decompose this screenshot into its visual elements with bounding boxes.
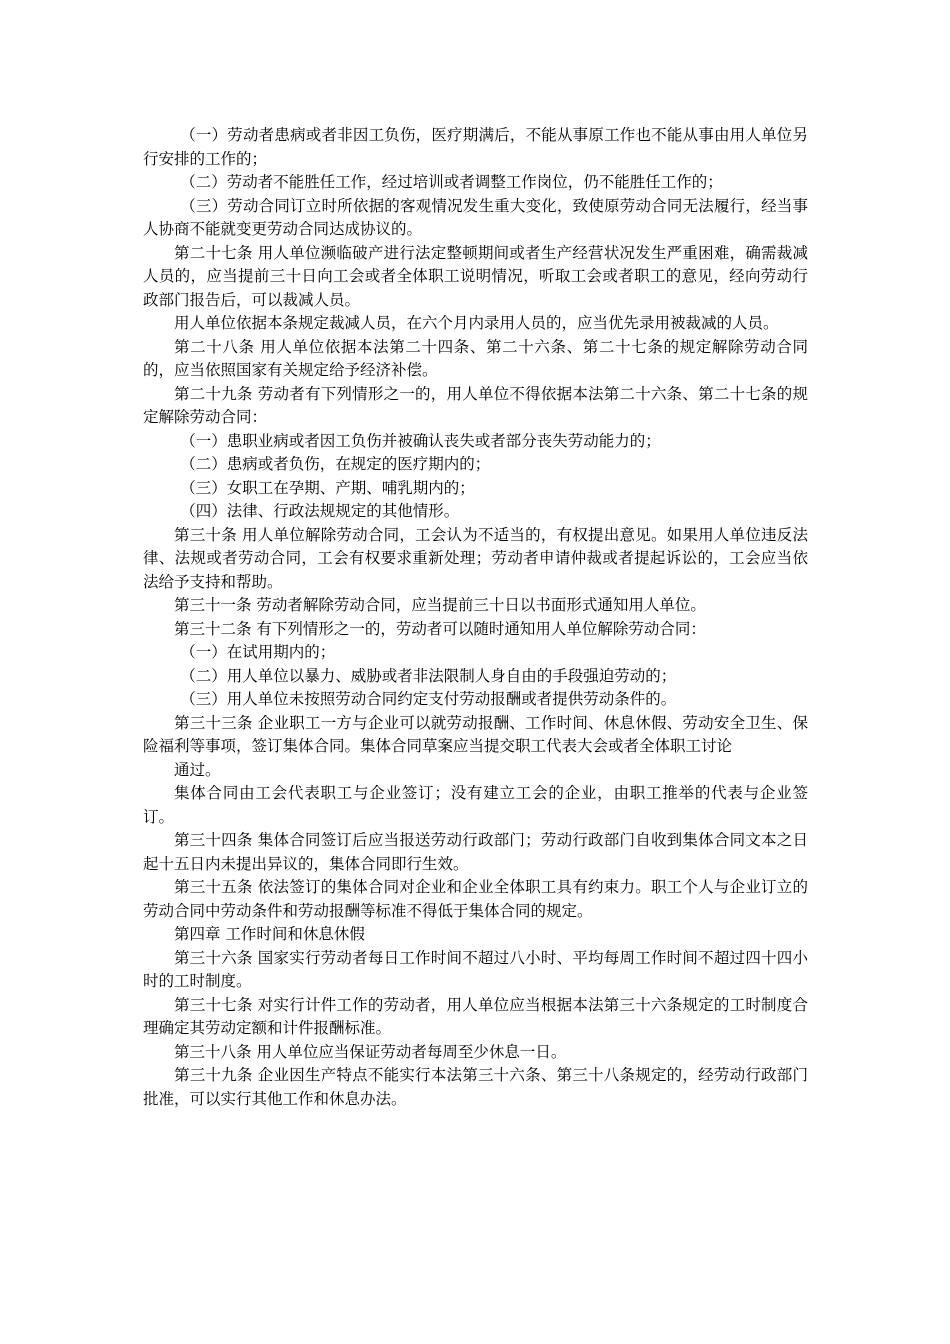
clause-item: （一）患职业病或者因工负伤并被确认丧失或者部分丧失劳动能力的； [180, 431, 661, 450]
article-paragraph: 第三十三条 企业职工一方与企业可以就劳动报酬、工作时间、休息休假、劳动安全卫生、保险福利等事项，签订集体合同。集体合同草案应当提交职工代表大会或者全体职工讨论 [143, 713, 808, 755]
article-paragraph: 第三十二条 有下列情形之一的，劳动者可以随时通知用人单位解除劳动合同： [174, 619, 706, 638]
article-paragraph: 第三十九条 企业因生产特点不能实行本法第三十六条、第三十八条规定的，经劳动行政部门批准，可以实行其他工作和休息办法。 [143, 1066, 808, 1108]
article-paragraph: 第三十七条 对实行计件工作的劳动者，用人单位应当根据本法第三十六条规定的工时制度合理确定其劳动定额和计件报酬标准。 [143, 995, 808, 1037]
chapter-heading: 第四章 工作时间和休息休假 [174, 925, 365, 943]
article-paragraph: 第二十九条 劳动者有下列情形之一的，用人单位不得依据本法第二十六条、第二十七条的规定解除劳动合同： [143, 384, 808, 426]
article-paragraph: 用人单位依据本条规定裁减人员，在六个月内录用人员的，应当优先录用被裁减的人员。 [174, 314, 779, 332]
clause-item: （二）用人单位以暴力、威胁或者非法限制人身自由的手段强迫劳动的； [180, 666, 677, 685]
clause-item: （三）劳动合同订立时所依据的客观情况发生重大变化，致使原劳动合同无法履行，经当事人协商不能就变更劳动合同达成协议的。 [143, 196, 808, 238]
clause-item: （二）劳动者不能胜任工作，经过培训或者调整工作岗位，仍不能胜任工作的； [180, 173, 723, 191]
article-paragraph: 第三十条 用人单位解除劳动合同，工会认为不适当的，有权提出意见。如果用人单位违反法律、法规或者劳动合同，工会有权要求重新处理；劳动者申请仲裁或者提起诉讼的，工会应当依法给予支持和帮助。 [143, 525, 808, 591]
clause-item: （一）在试用期内的； [180, 643, 336, 661]
article-paragraph: 第二十八条 用人单位依据本法第二十四条、第二十六条、第二十七条的规定解除劳动合同的，应当依照国家有关规定给予经济补偿。 [143, 337, 808, 379]
article-paragraph: 第二十七条 用人单位濒临破产进行法定整顿期间或者生产经营状况发生严重困难，确需裁减人员的，应当提前三十日向工会或者全体职工说明情况，听取工会或者职工的意见，经向劳动行政部门报告后，可以裁减人员。 [143, 243, 808, 309]
article-paragraph: 第三十一条 劳动者解除劳动合同，应当提前三十日以书面形式通知用人单位。 [174, 596, 706, 614]
clause-item: （三）用人单位未按照劳动合同约定支付劳动报酬或者提供劳动条件的。 [180, 690, 677, 708]
article-paragraph: 第三十六条 国家实行劳动者每日工作时间不超过八小时、平均每周工作时间不超过四十四小时的工时制度。 [143, 948, 808, 990]
clause-item: （三）女职工在孕期、产期、哺乳期内的； [180, 478, 475, 497]
article-paragraph: 通过。 [174, 760, 221, 779]
article-paragraph: 第三十四条 集体合同签订后应当报送劳动行政部门；劳动行政部门自收到集体合同文本之日起十五日内未提出异议的，集体合同即行生效。 [143, 831, 808, 873]
clause-item: （四）法律、行政法规规定的其他情形。 [180, 502, 460, 520]
article-paragraph: 集体合同由工会代表职工与企业签订；没有建立工会的企业，由职工推举的代表与企业签订。 [143, 784, 808, 826]
clause-item: （一）劳动者患病或者非因工负伤，医疗期满后，不能从事原工作也不能从事由用人单位另行安排的工作的； [143, 126, 808, 168]
clause-item: （二）患病或者负伤，在规定的医疗期内的； [180, 455, 491, 473]
article-paragraph: 第三十八条 用人单位应当保证劳动者每周至少休息一日。 [174, 1042, 567, 1061]
document-body [143, 124, 808, 1111]
article-paragraph: 第三十五条 依法签订的集体合同对企业和企业全体职工具有约束力。职工个人与企业订立的劳动合同中劳动条件和劳动报酬等标准不得低于集体合同的规定。 [143, 878, 808, 920]
